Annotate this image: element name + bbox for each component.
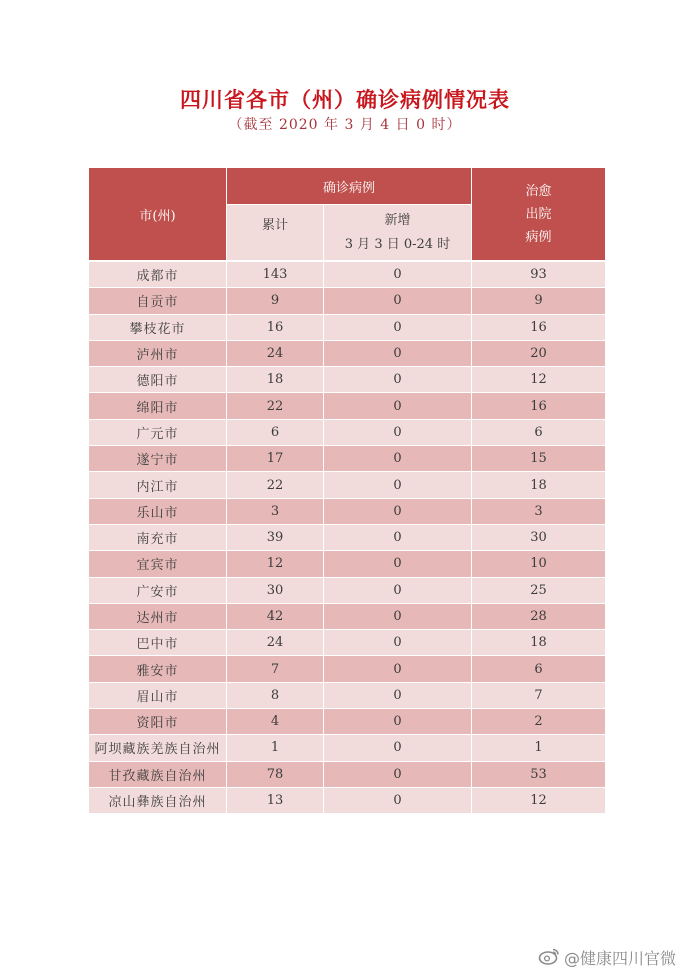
cell-recovered: 16 <box>472 393 605 418</box>
weibo-icon <box>538 947 564 969</box>
cell-cumulative: 7 <box>227 656 323 681</box>
cell-new: 0 <box>324 499 471 524</box>
cell-city: 达州市 <box>89 604 226 629</box>
cell-city: 绵阳市 <box>89 393 226 418</box>
cell-recovered: 12 <box>472 788 605 813</box>
cell-recovered: 25 <box>472 578 605 603</box>
header-city: 市(州) <box>89 168 226 260</box>
cell-city: 德阳市 <box>89 367 226 392</box>
table-row <box>89 525 605 551</box>
cell-recovered: 20 <box>472 341 605 366</box>
cell-city: 宜宾市 <box>89 551 226 576</box>
header-new-date: 3 月 3 日 0-24 时 <box>344 236 451 252</box>
cell-recovered: 7 <box>472 683 605 708</box>
cell-new: 0 <box>324 367 471 392</box>
table-row <box>89 656 605 682</box>
header-confirmed: 确诊病例 <box>227 168 471 204</box>
cell-recovered: 18 <box>472 472 605 497</box>
cell-recovered: 15 <box>472 446 605 471</box>
table-row <box>89 788 605 814</box>
header-recovered-line-2: 出院 <box>525 206 552 222</box>
watermark-text: @健康四川官微 <box>563 949 676 968</box>
header-recovered <box>472 168 605 260</box>
table-row <box>89 341 605 367</box>
cell-new: 0 <box>324 420 471 445</box>
header-cumulative: 累计 <box>227 205 323 260</box>
cell-new: 0 <box>324 762 471 787</box>
cell-city: 南充市 <box>89 525 226 550</box>
table-row <box>89 735 605 761</box>
cell-new: 0 <box>324 656 471 681</box>
table-row <box>89 420 605 446</box>
cell-city: 凉山彝族自治州 <box>89 788 226 813</box>
cell-city: 甘孜藏族自治州 <box>89 762 226 787</box>
cell-cumulative: 9 <box>227 288 323 313</box>
cell-new: 0 <box>324 709 471 734</box>
cell-city: 自贡市 <box>89 288 226 313</box>
cell-cumulative: 22 <box>227 393 323 418</box>
cell-recovered: 12 <box>472 367 605 392</box>
cell-city: 广安市 <box>89 578 226 603</box>
cell-cumulative: 78 <box>227 762 323 787</box>
table-row <box>89 683 605 709</box>
cell-city: 泸州市 <box>89 341 226 366</box>
cell-recovered: 93 <box>472 262 605 287</box>
table-row <box>89 499 605 525</box>
cell-recovered: 1 <box>472 735 605 760</box>
cell-city: 阿坝藏族羌族自治州 <box>89 735 226 760</box>
cell-recovered: 18 <box>472 630 605 655</box>
cell-new: 0 <box>324 288 471 313</box>
page-title: 四川省各市（州）确诊病例情况表 <box>180 88 510 112</box>
cell-city: 广元市 <box>89 420 226 445</box>
header-recovered-line-1: 治愈 <box>525 183 552 199</box>
table-row <box>89 315 605 341</box>
cell-new: 0 <box>324 604 471 629</box>
cell-recovered: 6 <box>472 420 605 445</box>
cell-new: 0 <box>324 683 471 708</box>
table-row <box>89 262 605 288</box>
table-row <box>89 446 605 472</box>
cell-city: 攀枝花市 <box>89 315 226 340</box>
cell-city: 眉山市 <box>89 683 226 708</box>
cell-cumulative: 18 <box>227 367 323 392</box>
cell-new: 0 <box>324 341 471 366</box>
table-row <box>89 578 605 604</box>
cell-city: 资阳市 <box>89 709 226 734</box>
cell-new: 0 <box>324 551 471 576</box>
cell-cumulative: 16 <box>227 315 323 340</box>
cell-cumulative: 1 <box>227 735 323 760</box>
cell-new: 0 <box>324 393 471 418</box>
cell-cumulative: 8 <box>227 683 323 708</box>
cell-new: 0 <box>324 735 471 760</box>
table-row <box>89 367 605 393</box>
cell-new: 0 <box>324 472 471 497</box>
table-row <box>89 604 605 630</box>
cell-recovered: 6 <box>472 656 605 681</box>
table-row <box>89 551 605 577</box>
cell-city: 内江市 <box>89 472 226 497</box>
cell-recovered: 30 <box>472 525 605 550</box>
cell-cumulative: 6 <box>227 420 323 445</box>
cell-recovered: 10 <box>472 551 605 576</box>
table-header <box>89 168 605 260</box>
cell-new: 0 <box>324 525 471 550</box>
table-row <box>89 288 605 314</box>
header-new-label: 新增 <box>384 212 411 228</box>
cell-recovered: 16 <box>472 315 605 340</box>
table-row <box>89 630 605 656</box>
cell-recovered: 3 <box>472 499 605 524</box>
cell-new: 0 <box>324 578 471 603</box>
cell-recovered: 2 <box>472 709 605 734</box>
cell-city: 成都市 <box>89 262 226 287</box>
cell-city: 雅安市 <box>89 656 226 681</box>
watermark <box>538 946 676 969</box>
table-row <box>89 472 605 498</box>
cell-cumulative: 4 <box>227 709 323 734</box>
cell-new: 0 <box>324 262 471 287</box>
cell-new: 0 <box>324 788 471 813</box>
table-row <box>89 709 605 735</box>
cell-cumulative: 143 <box>227 262 323 287</box>
cell-new: 0 <box>324 446 471 471</box>
cell-cumulative: 3 <box>227 499 323 524</box>
header-new <box>324 205 471 260</box>
table-row <box>89 393 605 419</box>
page-subtitle: （截至 2020 年 3 月 4 日 0 时） <box>228 117 462 133</box>
cell-cumulative: 13 <box>227 788 323 813</box>
cell-cumulative: 39 <box>227 525 323 550</box>
cell-recovered: 28 <box>472 604 605 629</box>
cell-cumulative: 30 <box>227 578 323 603</box>
cell-recovered: 9 <box>472 288 605 313</box>
cell-city: 巴中市 <box>89 630 226 655</box>
cell-city: 乐山市 <box>89 499 226 524</box>
cell-new: 0 <box>324 630 471 655</box>
cell-cumulative: 24 <box>227 630 323 655</box>
header-recovered-line-3: 病例 <box>525 229 552 245</box>
cell-cumulative: 22 <box>227 472 323 497</box>
cell-cumulative: 17 <box>227 446 323 471</box>
cell-cumulative: 12 <box>227 551 323 576</box>
cell-recovered: 53 <box>472 762 605 787</box>
cell-city: 遂宁市 <box>89 446 226 471</box>
cell-cumulative: 24 <box>227 341 323 366</box>
table-body <box>89 262 605 814</box>
cell-cumulative: 42 <box>227 604 323 629</box>
table-row <box>89 762 605 788</box>
cell-new: 0 <box>324 315 471 340</box>
